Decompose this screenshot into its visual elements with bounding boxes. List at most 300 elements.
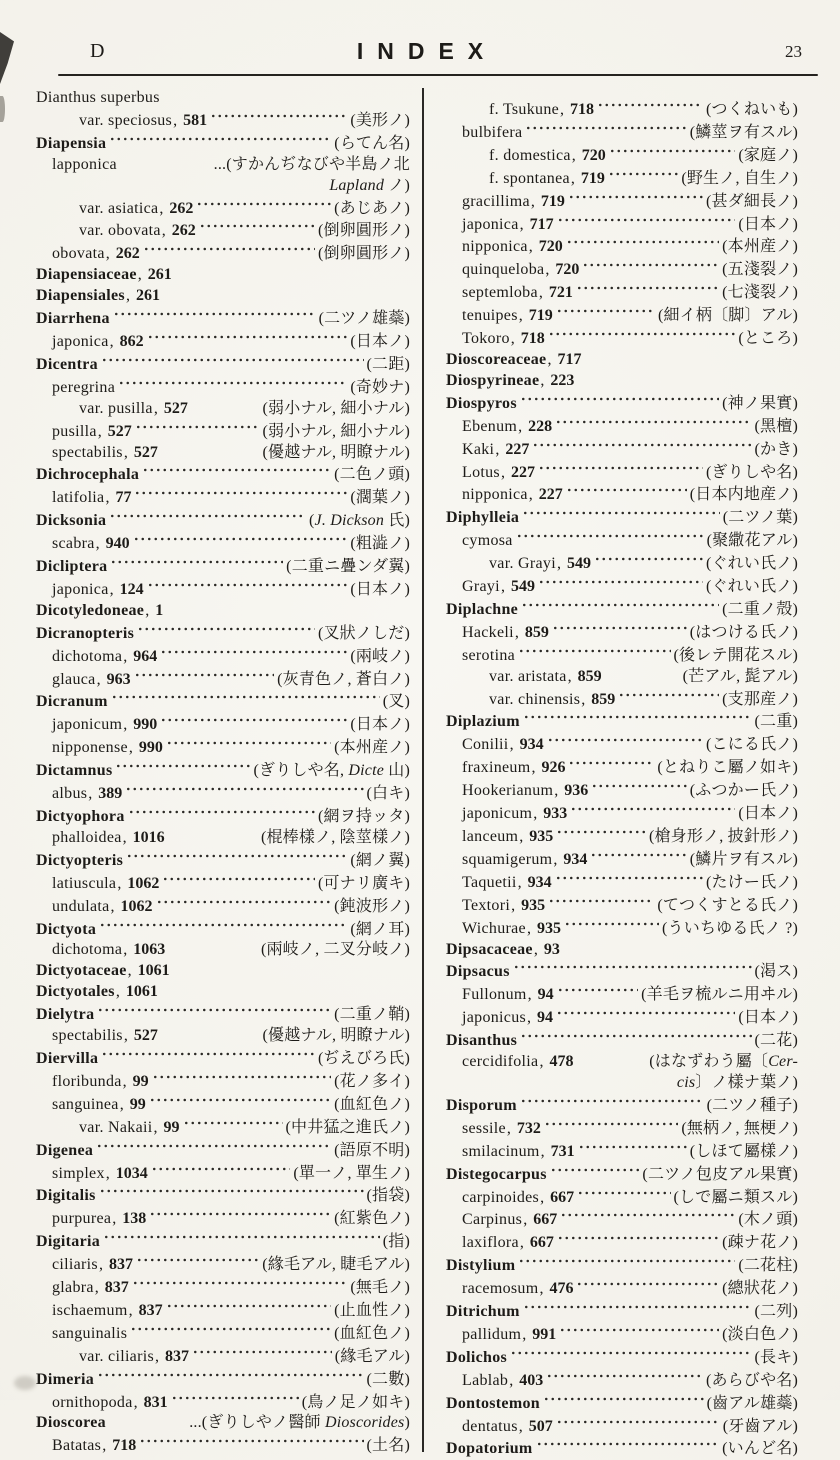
- dot-leader: [97, 1003, 331, 1019]
- entry-annotation: (網ヲ持ッタ): [317, 808, 410, 825]
- dot-leader: [130, 1322, 331, 1338]
- entry-annotation: (總狀花ノ): [722, 1280, 798, 1298]
- index-entry: [36, 849, 410, 872]
- entry-page-number: 228: [528, 417, 553, 435]
- index-entry: [36, 420, 410, 443]
- index-entry: [36, 713, 410, 736]
- index-entry: [446, 894, 798, 917]
- entry-page-number: 262: [169, 199, 194, 217]
- entry-annotation: (單一ノ, 單生ノ): [293, 1164, 410, 1182]
- index-entry: [36, 286, 410, 307]
- index-entry: [36, 1139, 410, 1162]
- entry-annotation: (齒アル雄蘂): [706, 1394, 798, 1412]
- dot-leader: [556, 1006, 735, 1022]
- dot-leader: [608, 167, 678, 183]
- entry-name: ischaemum: [52, 1301, 128, 1319]
- entry-comma: ,: [545, 261, 550, 279]
- entry-annotation: (二距): [366, 355, 410, 373]
- entry-annotation: (あらびや名): [705, 1371, 798, 1389]
- index-entry: [446, 779, 798, 802]
- section-letter: D: [90, 40, 106, 62]
- entry-annotation: (日本ノ): [350, 716, 410, 734]
- index-entry: [36, 759, 410, 782]
- entry-name: Dipsacus: [446, 963, 510, 981]
- entry-annotation: (二ツノ葉): [722, 509, 798, 527]
- entry-comma: ,: [523, 1211, 528, 1229]
- entry-annotation: (後レテ開花スル): [673, 646, 798, 664]
- entry-annotation: (鱗莖ヲ有スル): [689, 123, 798, 141]
- dot-leader: [525, 121, 686, 137]
- index-entry: [446, 644, 798, 667]
- dot-leader: [151, 1162, 291, 1178]
- entry-comma: ,: [539, 1280, 544, 1298]
- entry-name: Conilii: [462, 736, 509, 754]
- entry-annotation: (日本ノ): [350, 332, 410, 350]
- dot-leader: [510, 1346, 751, 1362]
- entry-name: Dicentra: [36, 355, 98, 373]
- entry-name: phalloidea: [52, 828, 122, 846]
- entry-name: carpinoides: [462, 1188, 540, 1206]
- entry-comma: ,: [500, 578, 505, 596]
- entry-comma: ,: [125, 287, 130, 305]
- entry-continuation: [446, 1073, 798, 1094]
- dot-leader: [590, 848, 686, 864]
- entry-comma: ,: [105, 245, 110, 263]
- entry-comma: ,: [539, 1053, 544, 1071]
- dot-leader: [536, 1437, 720, 1453]
- dot-leader: [139, 1434, 363, 1450]
- entry-name: nipponica: [462, 486, 528, 504]
- index-entry: [36, 961, 410, 982]
- dot-leader: [149, 1207, 331, 1223]
- entry-name: Hackeli: [462, 623, 514, 641]
- dot-leader: [143, 242, 315, 258]
- index-entry: [36, 132, 410, 155]
- index-entry: [446, 575, 798, 598]
- entry-comma: ,: [119, 1095, 124, 1113]
- index-entry: [36, 1093, 410, 1116]
- index-entry: [36, 690, 410, 713]
- entry-page-number: 934: [519, 736, 544, 754]
- index-entry: [36, 443, 410, 464]
- entry-name: laxiflora: [462, 1234, 519, 1252]
- entry-annotation: (つくねいも): [705, 101, 798, 118]
- dot-leader: [538, 461, 703, 477]
- index-entry: [446, 1029, 798, 1052]
- index-entry: [446, 461, 798, 484]
- dot-leader: [199, 219, 315, 235]
- entry-annotation: (神ノ果實): [722, 394, 798, 412]
- entry-name: undulata: [52, 897, 110, 915]
- entry-comma: ,: [123, 716, 128, 734]
- entry-annotation: (指): [382, 1233, 410, 1251]
- index-entry: [446, 1117, 798, 1140]
- entry-comma: ,: [495, 440, 500, 458]
- entry-comma: ,: [581, 690, 586, 708]
- entry-name: albus: [52, 785, 88, 803]
- entry-name: Kaki: [462, 440, 495, 458]
- index-entry: [446, 848, 798, 871]
- entry-annotation: ...(すかんぢなびや半島ノ北: [213, 155, 410, 173]
- entry-annotation: (こにる氏ノ): [705, 736, 798, 754]
- dot-leader: [183, 1116, 283, 1132]
- entry-name: sessile: [462, 1119, 506, 1137]
- entry-annotation: (二重ノ殻): [722, 600, 798, 618]
- entry-annotation: (兩岐ノ): [350, 647, 410, 665]
- entry-annotation: (たけー氏ノ): [705, 873, 798, 891]
- entry-annotation: (血紅色ノ): [334, 1324, 410, 1342]
- index-entry: [36, 242, 410, 265]
- entry-name: Distylium: [446, 1257, 516, 1275]
- entry-name: gracillima: [462, 192, 530, 210]
- dot-leader: [147, 578, 348, 594]
- entry-comma: ,: [123, 647, 128, 665]
- entry-name: f. domestica: [489, 146, 571, 164]
- entry-name: Dianthus superbus: [36, 89, 160, 106]
- entry-annotation: (可ナリ廣キ): [317, 874, 410, 892]
- entry-name: Dicranum: [36, 693, 108, 711]
- dot-leader: [109, 132, 331, 148]
- entry-comma: ,: [567, 667, 572, 685]
- index-entry: [446, 304, 798, 327]
- entry-name: Dicotyledoneae: [36, 601, 145, 619]
- entry-name: f. Tsukune: [489, 101, 560, 118]
- dot-leader: [566, 235, 719, 251]
- entry-name: purpurea: [52, 1210, 112, 1228]
- dot-leader: [101, 1047, 315, 1063]
- column-divider: [422, 88, 424, 1452]
- dot-leader: [109, 509, 306, 525]
- entry-comma: ,: [531, 759, 536, 777]
- entry-page-number: 527: [133, 443, 158, 461]
- entry-page-number: 935: [529, 828, 554, 845]
- entry-comma: ,: [115, 983, 120, 1001]
- dot-leader: [152, 1070, 331, 1086]
- entry-comma: ,: [560, 101, 565, 118]
- index-entry: [36, 1070, 410, 1093]
- dot-leader: [568, 190, 703, 206]
- entry-page-number: 935: [521, 896, 546, 914]
- dot-leader: [548, 894, 654, 910]
- index-entry: [36, 1162, 410, 1185]
- left-column: [36, 88, 410, 1460]
- entry-annotation: (黑檀): [754, 417, 798, 435]
- entry-annotation: (弱小ナル, 細小ナル): [262, 422, 410, 440]
- entry-name: Carpinus: [462, 1211, 523, 1229]
- index-entry: [36, 1413, 410, 1434]
- entry-name: Digenea: [36, 1141, 94, 1159]
- entry-name: var. aristata: [489, 667, 567, 685]
- entry-name: Ebenum: [462, 417, 518, 435]
- entry-annotation: (兩岐ノ, 二叉分岐ノ): [260, 941, 410, 959]
- entry-annotation: (日本ノ): [738, 1009, 798, 1027]
- index-entry: [36, 155, 410, 176]
- dot-leader: [544, 1117, 678, 1133]
- entry-annotation: (細イ柄〔脚〕アル): [657, 307, 798, 325]
- entry-comma: ,: [145, 601, 150, 619]
- entry-comma: ,: [109, 580, 114, 598]
- entry-page-number: 667: [529, 1234, 554, 1252]
- entry-name: Dipsacaceae: [446, 940, 533, 958]
- entry-annotation: (二ツノ種子): [706, 1096, 798, 1114]
- index-entry: [446, 1186, 798, 1209]
- entry-comma: ,: [553, 850, 558, 868]
- entry-name: Dictyotales: [36, 983, 115, 1001]
- entry-name: Dicranopteris: [36, 624, 135, 642]
- dot-leader: [134, 486, 347, 502]
- entry-page-number: 1: [155, 601, 164, 619]
- dot-leader: [570, 802, 735, 818]
- dot-leader: [513, 960, 752, 976]
- entry-name: spectabilis: [52, 443, 123, 461]
- entry-name: squamigerum: [462, 850, 553, 868]
- entry-page-number: 731: [550, 1142, 575, 1160]
- entry-comma: ,: [98, 1256, 103, 1274]
- entry-comma: ,: [519, 1234, 524, 1252]
- entry-annotation: (二ツノ雄蘂): [318, 310, 410, 328]
- entry-comma: ,: [105, 1164, 110, 1182]
- entry-name: latiuscula: [52, 874, 117, 892]
- index-entry: [446, 1254, 798, 1277]
- entry-name: var. ciliaris: [79, 1347, 154, 1365]
- entry-annotation: (二色ノ頭): [334, 466, 410, 484]
- dot-leader: [591, 779, 686, 795]
- entry-page-number: 837: [104, 1279, 129, 1297]
- index-entry: [446, 144, 798, 167]
- entry-name: Digitalis: [36, 1187, 96, 1205]
- entry-page-number: 667: [550, 1188, 575, 1206]
- entry-annotation: (ぐれい氏ノ): [705, 578, 798, 596]
- entry-comma: ,: [528, 238, 533, 256]
- index-entry: [36, 555, 410, 578]
- index-entry: [36, 805, 410, 828]
- right-column: [446, 88, 798, 1460]
- index-entry: [36, 918, 410, 941]
- entry-name: Dontostemon: [446, 1394, 540, 1412]
- entry-comma: ,: [122, 828, 127, 846]
- entry-name: Lotus: [462, 463, 500, 481]
- dot-leader: [166, 1299, 332, 1315]
- entry-name: Diospyrineae: [446, 371, 540, 389]
- entry-comma: ,: [540, 371, 545, 389]
- dot-leader: [577, 1186, 670, 1202]
- entry-comma: ,: [509, 1371, 514, 1389]
- dot-leader: [568, 756, 654, 772]
- index-entry: [36, 486, 410, 509]
- entry-comma: ,: [518, 1417, 523, 1435]
- entry-page-number: 720: [555, 261, 580, 279]
- entry-page-number: 964: [133, 647, 158, 665]
- entry-annotation: (しで屬ニ類スル): [673, 1188, 798, 1206]
- entry-page-number: 718: [570, 101, 595, 118]
- entry-name: Diplazium: [446, 713, 520, 731]
- dot-leader: [160, 645, 347, 661]
- entry-page-number: 527: [133, 1027, 158, 1045]
- entry-name: japonicum: [52, 716, 123, 734]
- entry-page-number: 926: [541, 759, 566, 777]
- entry-name: japonica: [52, 580, 109, 598]
- index-entry: [36, 872, 410, 895]
- entry-annotation: ...(ぎりしやノ醫師 Dioscorides): [189, 1414, 410, 1432]
- index-entry: [36, 645, 410, 668]
- entry-page-number: 389: [98, 785, 123, 803]
- index-entry: [36, 197, 410, 220]
- entry-annotation: (らてん名): [334, 134, 410, 152]
- index-entry: [36, 376, 410, 399]
- index-entry: [446, 688, 798, 711]
- index-entry: [446, 1415, 798, 1438]
- entry-annotation: (粗澁ノ): [350, 535, 410, 553]
- entry-name: Taquetii: [462, 873, 517, 891]
- index-entry: [36, 509, 410, 532]
- entry-page-number: 837: [108, 1256, 133, 1274]
- entry-comma: ,: [506, 1119, 511, 1137]
- entry-name: lapponica: [52, 155, 117, 173]
- dot-leader: [576, 1277, 719, 1293]
- entry-page-number: 403: [519, 1371, 544, 1389]
- dot-leader: [555, 871, 703, 887]
- entry-page-number: 719: [540, 192, 565, 210]
- entry-comma: ,: [530, 192, 535, 210]
- dot-leader: [133, 532, 348, 548]
- entry-comma: ,: [127, 962, 132, 980]
- index-entry: [446, 1163, 798, 1186]
- entry-name: Diapensiales: [36, 287, 125, 305]
- entry-annotation: (ぢえびろ氏): [317, 1049, 410, 1067]
- entry-page-number: 837: [138, 1301, 163, 1319]
- entry-page-number: 262: [115, 245, 140, 263]
- entry-name: septemloba: [462, 284, 538, 302]
- entry-comma: ,: [112, 1210, 117, 1228]
- page-title: INDEX: [356, 38, 498, 64]
- entry-comma: ,: [109, 332, 114, 350]
- entry-page-number: 261: [135, 287, 160, 305]
- entry-page-number: 831: [143, 1393, 168, 1411]
- entry-name: Ditrichum: [446, 1303, 520, 1321]
- entry-annotation: (土名): [366, 1437, 410, 1455]
- index-entry: [446, 1231, 798, 1254]
- entry-name: Diervilla: [36, 1049, 99, 1067]
- dot-leader: [523, 1300, 752, 1316]
- entry-annotation: (はつける氏ノ): [689, 623, 798, 641]
- dot-leader: [576, 281, 719, 297]
- entry-name: Tokoro: [462, 330, 510, 348]
- entry-annotation: (白キ): [366, 785, 410, 803]
- index-entry: [36, 399, 410, 420]
- entry-name: Lablab: [462, 1371, 509, 1389]
- index-entry: [36, 88, 410, 109]
- index-entry: [36, 1299, 410, 1322]
- index-entry: [36, 1391, 410, 1414]
- dot-leader: [115, 759, 250, 775]
- entry-comma: ,: [518, 417, 523, 435]
- entry-comma: ,: [533, 940, 538, 958]
- entry-comma: ,: [526, 919, 531, 937]
- dot-leader: [111, 690, 380, 706]
- dot-leader: [118, 376, 347, 392]
- entry-annotation: (いんど名): [722, 1440, 798, 1458]
- entry-name: var. asiatica: [79, 199, 159, 217]
- dot-leader: [552, 621, 687, 637]
- entry-annotation: (網ノ耳): [350, 920, 410, 938]
- index-entry: [446, 960, 798, 983]
- entry-annotation: (鱗片ヲ有スル): [689, 850, 798, 868]
- entry-annotation: (ところ): [738, 330, 798, 348]
- entry-annotation: (淡白色ノ): [722, 1325, 798, 1343]
- entry-name: nipponense: [52, 739, 128, 757]
- index-entry: [36, 1026, 410, 1047]
- entry-comma: ,: [95, 535, 100, 553]
- entry-annotation: (五淺裂ノ): [722, 261, 798, 279]
- entry-annotation: (家庭ノ): [738, 146, 798, 164]
- index-entry: [446, 1323, 798, 1346]
- index-entry: [36, 668, 410, 691]
- entry-name: Dictyopteris: [36, 851, 124, 869]
- entry-annotation: (長キ): [754, 1348, 798, 1366]
- index-entry: [446, 756, 798, 779]
- index-entry: [446, 1052, 798, 1073]
- entry-name: var. Nakaii: [79, 1118, 153, 1136]
- entry-page-number: 476: [549, 1280, 574, 1298]
- entry-page-number: 1062: [127, 874, 160, 892]
- index-entry: [36, 578, 410, 601]
- index-entry: [36, 219, 410, 242]
- dot-leader: [126, 849, 347, 865]
- entry-page-number: 720: [538, 238, 563, 256]
- entry-annotation: (J. Dickson 氏): [309, 512, 410, 530]
- entry-annotation: Lapland ノ): [329, 176, 410, 194]
- entry-page-number: 478: [549, 1053, 574, 1071]
- dot-leader: [520, 1094, 704, 1110]
- index-entry: [446, 506, 798, 529]
- dot-leader: [156, 895, 332, 911]
- index-entry: [446, 167, 798, 190]
- entry-annotation: (ぐれい氏ノ): [705, 555, 798, 573]
- entry-page-number: 859: [591, 690, 616, 708]
- entry-annotation: (ふつかー氏ノ): [689, 782, 798, 800]
- entry-name: cercidifolia: [462, 1053, 539, 1071]
- index-entry: [36, 1207, 410, 1230]
- entry-comma: ,: [88, 785, 93, 803]
- entry-annotation: (緣毛アル): [334, 1347, 410, 1365]
- entry-comma: ,: [517, 873, 522, 891]
- entry-page-number: 99: [163, 1118, 180, 1136]
- entry-annotation: (日本ノ): [350, 580, 410, 598]
- dot-leader: [99, 1184, 364, 1200]
- index-entry: [36, 265, 410, 286]
- index-entry: [446, 98, 798, 121]
- dot-leader: [196, 197, 331, 213]
- entry-name: Diapensiaceae: [36, 266, 137, 284]
- entry-name: quinqueloba: [462, 261, 545, 279]
- entry-page-number: 261: [147, 266, 172, 284]
- dot-leader: [520, 392, 719, 408]
- entry-annotation: (てつくすとる氏ノ): [657, 896, 798, 914]
- dot-leader: [557, 213, 736, 229]
- entry-comma: ,: [540, 1188, 545, 1206]
- entry-annotation: (無柄ノ, 無梗ノ): [681, 1119, 798, 1137]
- entry-name: japonicum: [462, 805, 533, 823]
- entry-annotation: (木ノ頭): [738, 1211, 798, 1229]
- entry-page-number: 581: [183, 111, 208, 129]
- entry-annotation: (網ノ翼): [350, 851, 410, 869]
- entry-comma: ,: [571, 146, 576, 164]
- entry-annotation: (本州産ノ): [334, 739, 410, 757]
- entry-page-number: 262: [171, 222, 196, 240]
- entry-comma: ,: [97, 422, 102, 440]
- entry-comma: ,: [153, 1118, 158, 1136]
- entry-page-number: 940: [105, 535, 130, 553]
